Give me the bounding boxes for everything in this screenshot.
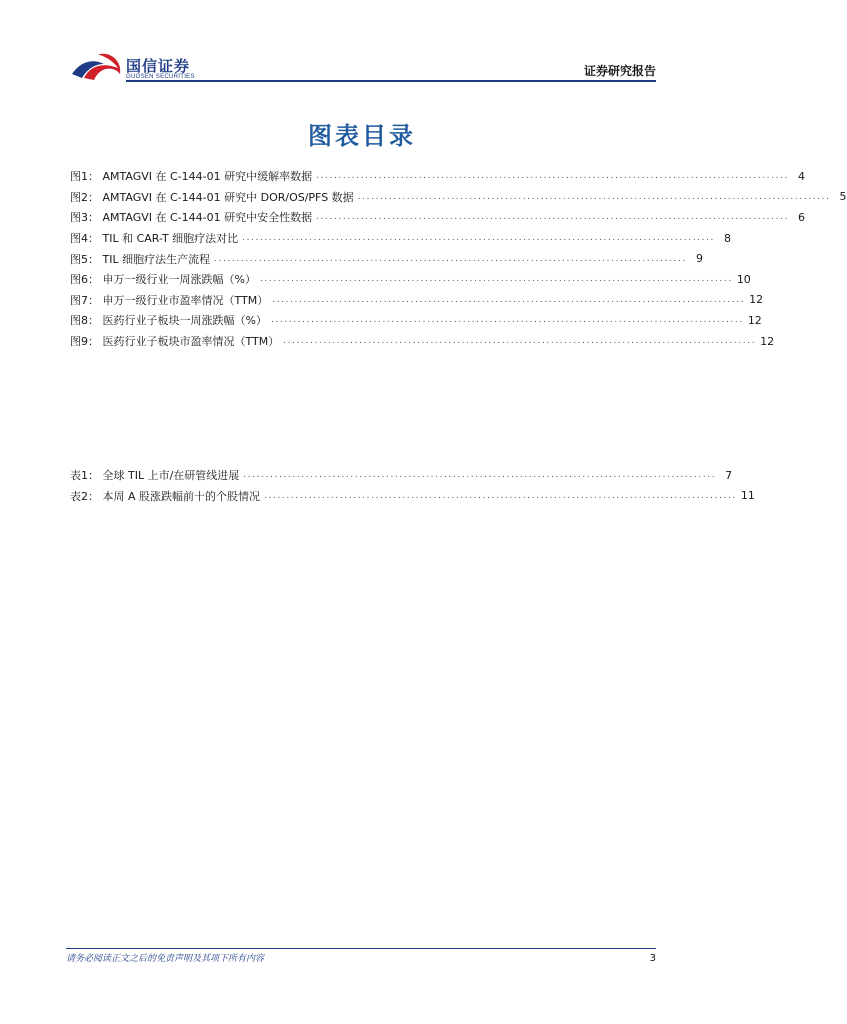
toc-entry-figure-2[interactable] bbox=[70, 187, 847, 208]
toc-entry-page: 4 bbox=[797, 169, 805, 183]
figures-list bbox=[70, 166, 847, 351]
toc-leader-dots: .......................................................................................................... bbox=[259, 274, 733, 285]
logo-english-text: GUOSEN SECURITIES bbox=[126, 74, 195, 80]
toc-entry-table-2[interactable] bbox=[70, 486, 755, 507]
toc-entry-label: 图9： 医药行业子板块市盈率情况（TTM） bbox=[70, 335, 280, 349]
footer-divider bbox=[66, 948, 656, 949]
toc-leader-dots: .......................................................................................................... bbox=[316, 212, 789, 223]
tables-list bbox=[70, 465, 755, 506]
guosen-logo-icon bbox=[70, 52, 126, 82]
toc-leader-dots: .......................................................................................................... bbox=[242, 233, 716, 244]
toc-entry-page: 12 bbox=[749, 293, 764, 307]
toc-entry-table-1[interactable] bbox=[70, 465, 733, 486]
toc-entry-page: 9 bbox=[695, 252, 703, 266]
page-title: 图表目录 bbox=[308, 122, 416, 150]
toc-leader-dots: .......................................................................................................... bbox=[264, 490, 737, 501]
toc-entry-page: 8 bbox=[724, 231, 732, 245]
toc-leader-dots: .......................................................................................................... bbox=[283, 336, 757, 347]
report-type-title: 证券研究报告 bbox=[583, 64, 656, 78]
toc-leader-dots: .......................................................................................................... bbox=[357, 191, 831, 202]
toc-entry-page: 7 bbox=[725, 468, 733, 482]
page-header bbox=[70, 50, 656, 84]
toc-entry-page: 5 bbox=[839, 190, 847, 204]
page-number: 3 bbox=[649, 953, 656, 964]
footer-disclaimer: 请务必阅读正文之后的免责声明及其项下所有内容 bbox=[66, 954, 265, 964]
toc-leader-dots: .......................................................................................................... bbox=[316, 171, 789, 182]
toc-entry-label: 图4： TIL 和 CAR-T 细胞疗法对比 bbox=[70, 232, 239, 246]
toc-leader-dots: .......................................................................................................... bbox=[272, 294, 746, 305]
logo-chinese-text: 国信证券 bbox=[126, 57, 191, 75]
toc-entry-label: 图3： AMTAGVI 在 C-144-01 研究中安全性数据 bbox=[70, 211, 313, 225]
header-divider bbox=[126, 80, 656, 82]
toc-entry-figure-9[interactable] bbox=[70, 331, 775, 352]
toc-entry-label: 图7： 申万一级行业市盈率情况（TTM） bbox=[70, 293, 269, 307]
toc-entry-page: 12 bbox=[760, 334, 775, 348]
toc-entry-figure-1[interactable] bbox=[70, 166, 805, 187]
toc-entry-label: 表2： 本周 A 股涨跌幅前十的个股情况 bbox=[70, 489, 261, 503]
toc-entry-figure-8[interactable] bbox=[70, 310, 762, 331]
toc-leader-dots: .......................................................................................................... bbox=[243, 470, 717, 481]
toc-leader-dots: .......................................................................................................... bbox=[214, 253, 687, 264]
toc-leader-dots: .......................................................................................................... bbox=[270, 315, 744, 326]
toc-entry-label: 图5： TIL 细胞疗法生产流程 bbox=[70, 252, 211, 266]
toc-entry-label: 表1： 全球 TIL 上市/在研管线进展 bbox=[70, 469, 240, 483]
guosen-logo bbox=[70, 52, 220, 82]
toc-entry-page: 11 bbox=[740, 489, 755, 503]
toc-entry-label: 图1： AMTAGVI 在 C-144-01 研究中缓解率数据 bbox=[70, 170, 313, 184]
toc-entry-page: 10 bbox=[736, 272, 751, 286]
toc-entry-label: 图2： AMTAGVI 在 C-144-01 研究中 DOR/OS/PFS 数据 bbox=[70, 190, 354, 204]
toc-entry-page: 6 bbox=[797, 210, 805, 224]
toc-entry-figure-5[interactable] bbox=[70, 248, 703, 269]
toc-entry-label: 图8： 医药行业子板块一周涨跌幅（%） bbox=[70, 314, 267, 328]
toc-entry-figure-6[interactable] bbox=[70, 269, 751, 290]
toc-entry-figure-7[interactable] bbox=[70, 290, 764, 311]
toc-entry-label: 图6： 申万一级行业一周涨跌幅（%） bbox=[70, 273, 256, 287]
toc-entry-page: 12 bbox=[747, 313, 762, 327]
toc-entry-figure-3[interactable] bbox=[70, 207, 805, 228]
toc-entry-figure-4[interactable] bbox=[70, 228, 732, 249]
